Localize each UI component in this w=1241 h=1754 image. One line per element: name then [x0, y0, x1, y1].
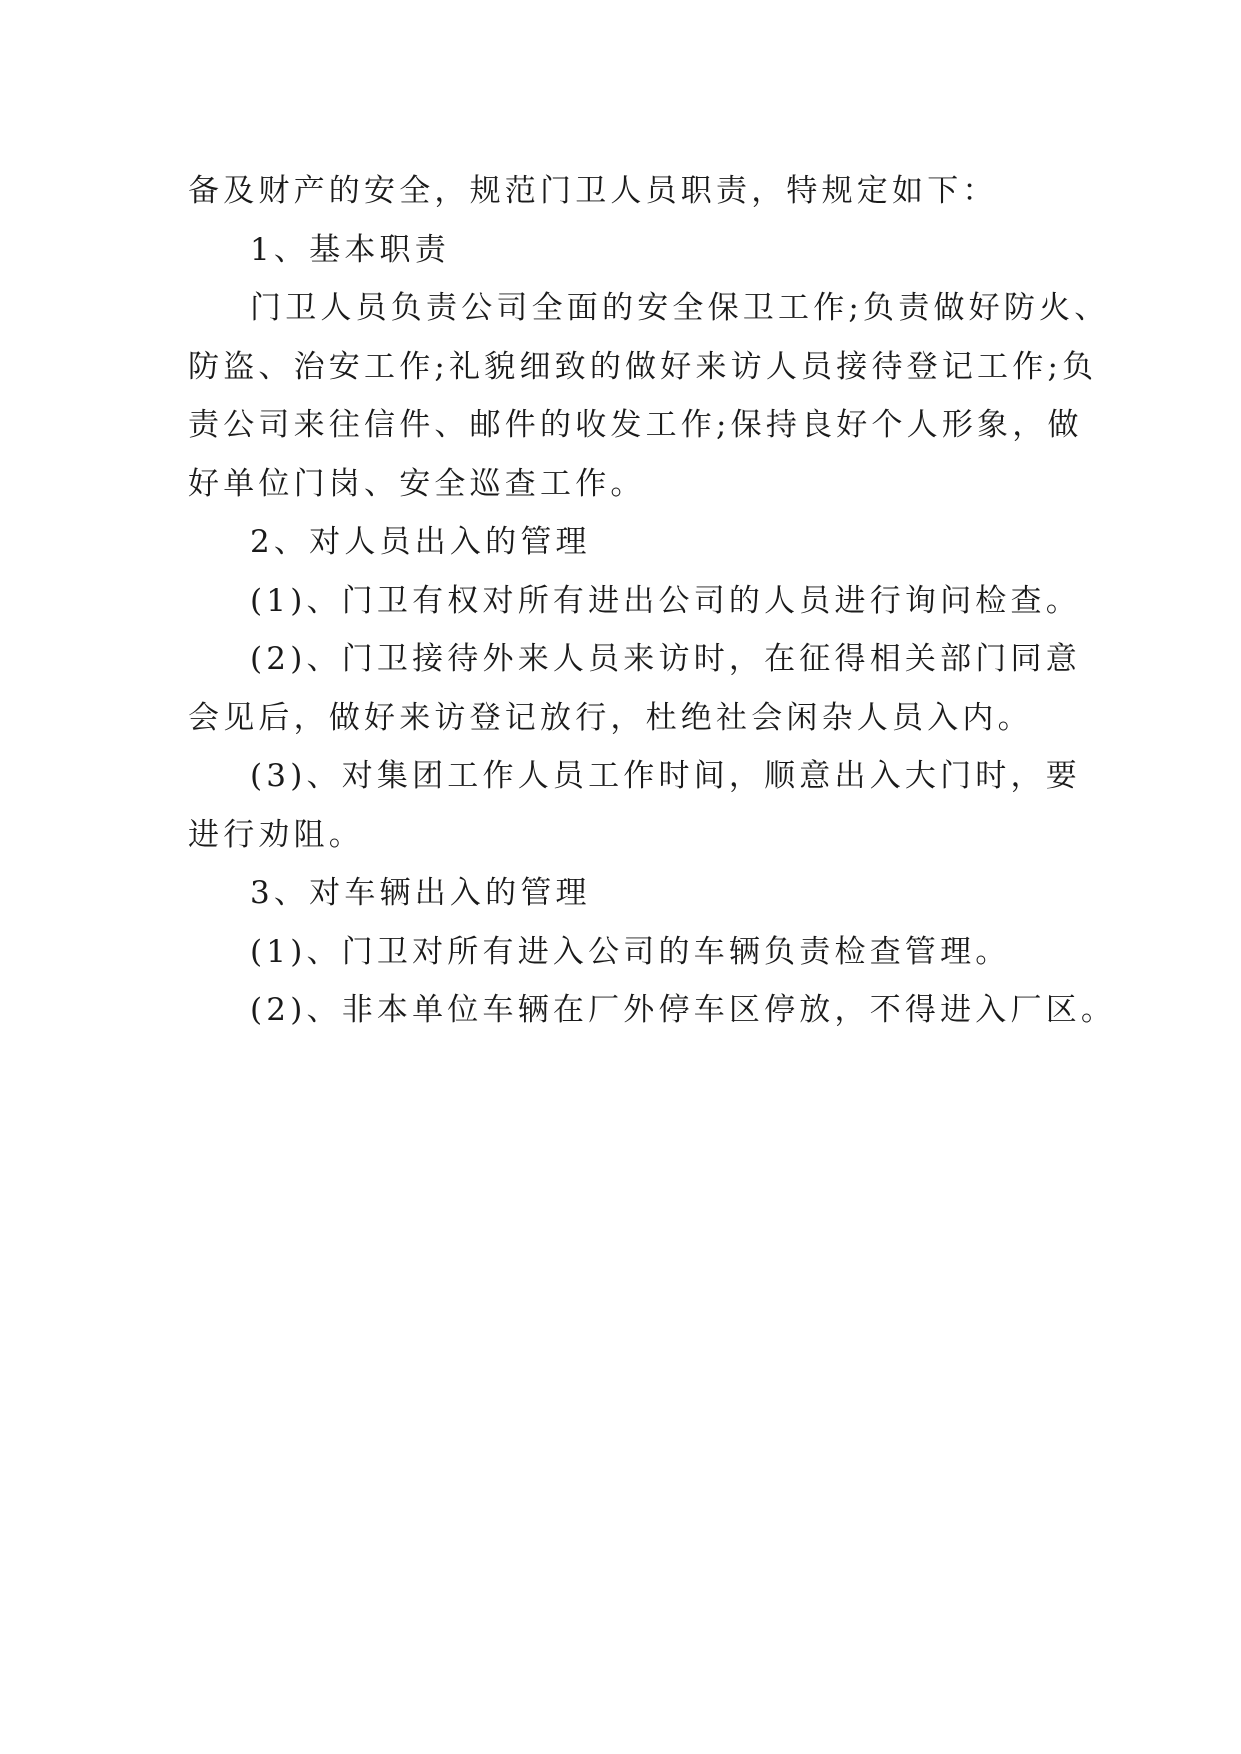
- personnel-rule-3-line: 进行劝阻。: [188, 816, 364, 853]
- personnel-rule-2-line: 会见后，做好来访登记放行，杜绝社会闲杂人员入内。: [188, 699, 1033, 736]
- paragraph-continuation-line: 备及财产的安全，规范门卫人员职责，特规定如下：: [188, 173, 998, 209]
- vehicle-rule-1: (1)、门卫对所有进入公司的车辆负责检查管理。: [250, 933, 1011, 970]
- duties-paragraph-line: 防盗、治安工作;礼貌细致的做好来访人员接待登记工作;负: [188, 348, 1098, 385]
- personnel-rule-1: (1)、门卫有权对所有进出公司的人员进行询问检查。: [250, 582, 1081, 619]
- duties-paragraph-line: 好单位门岗、安全巡查工作。: [188, 465, 646, 502]
- personnel-rule-2-line: (2)、门卫接待外来人员来访时，在征得相关部门同意: [250, 641, 1081, 677]
- duties-paragraph-line: 责公司来往信件、邮件的收发工作;保持良好个人形象，做: [188, 407, 1083, 443]
- section-heading-vehicle-management: 3、对车辆出入的管理: [250, 875, 591, 911]
- section-heading-basic-duties: 1、基本职责: [250, 231, 450, 268]
- duties-paragraph-line: 门卫人员负责公司全面的安全保卫工作;负责做好防火、: [250, 290, 1110, 326]
- section-heading-personnel-management: 2、对人员出入的管理: [250, 524, 591, 560]
- vehicle-rule-2: (2)、非本单位车辆在厂外停车区停放，不得进入厂区。: [250, 992, 1117, 1028]
- document-body: [188, 162, 1117, 1040]
- personnel-rule-3-line: (3)、对集团工作人员工作时间，顺意出入大门时，要: [250, 758, 1081, 794]
